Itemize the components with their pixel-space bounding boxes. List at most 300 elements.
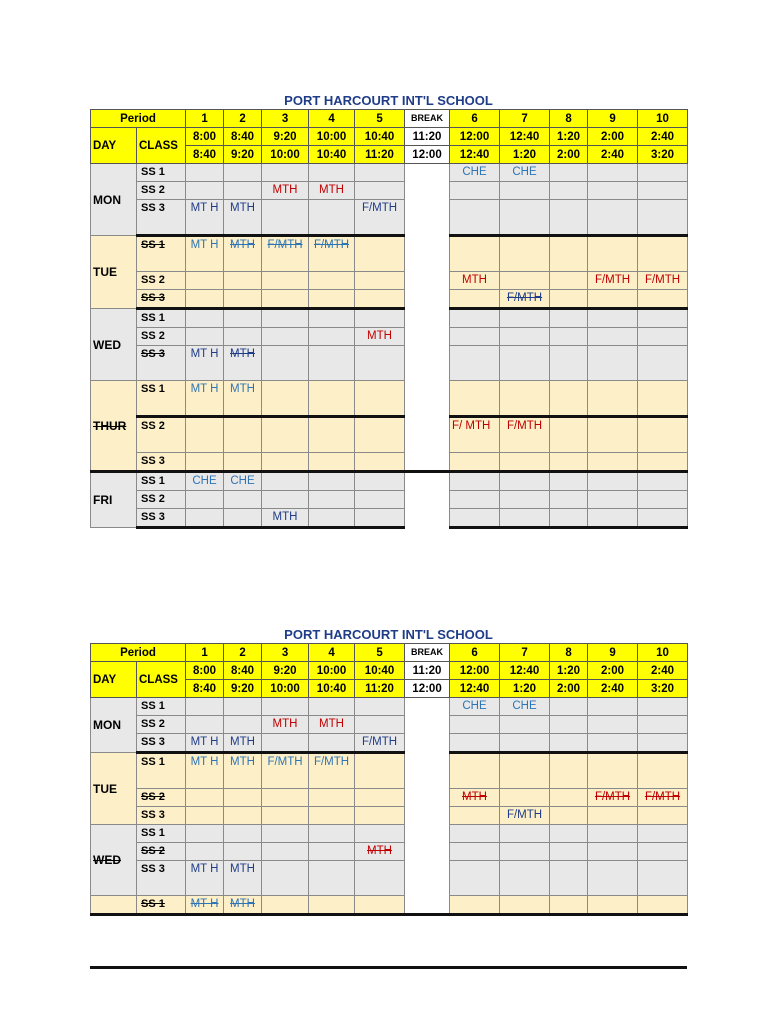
header-row-periods (91, 644, 688, 662)
empty-slot (500, 509, 550, 528)
empty-slot (309, 290, 355, 309)
empty-slot (638, 182, 688, 200)
subject-mth: MTH (450, 272, 500, 290)
subject-fmth: F/MTH (588, 789, 638, 807)
subject-mth: MTH (262, 509, 309, 528)
end-time: 9:20 (224, 680, 262, 698)
start-time: 8:40 (224, 128, 262, 146)
period-number: 10 (638, 644, 688, 662)
empty-slot (588, 491, 638, 509)
subject-fmth: F/MTH (309, 753, 355, 789)
empty-slot (309, 200, 355, 236)
empty-slot (450, 472, 500, 491)
empty-slot (309, 453, 355, 472)
class-ss1: SS 1 (137, 472, 186, 491)
start-time: 2:00 (588, 662, 638, 680)
empty-slot (355, 716, 405, 734)
break-label: BREAK (405, 110, 450, 128)
empty-slot (500, 716, 550, 734)
class-label: CLASS (137, 662, 186, 698)
row-thur-ss1 (91, 896, 688, 915)
day-label: DAY (91, 128, 137, 164)
empty-slot (588, 753, 638, 789)
row-wed-ss3 (91, 346, 688, 381)
row-wed-ss1 (91, 825, 688, 843)
subject-mth: MTH (355, 328, 405, 346)
period-number: 8 (550, 110, 588, 128)
row-fri-ss1 (91, 472, 688, 491)
empty-slot (550, 328, 588, 346)
empty-slot (500, 472, 550, 491)
empty-slot (186, 290, 224, 309)
empty-slot (500, 861, 550, 896)
empty-slot (355, 417, 405, 453)
empty-slot (500, 328, 550, 346)
end-time: 12:40 (450, 680, 500, 698)
period-number: 7 (500, 644, 550, 662)
row-wed-ss2 (91, 328, 688, 346)
empty-slot (550, 164, 588, 182)
empty-slot (309, 861, 355, 896)
subject-mt-h: MT H (186, 861, 224, 896)
empty-slot (186, 328, 224, 346)
period-number: 6 (450, 644, 500, 662)
empty-slot (186, 807, 224, 825)
break-column (405, 698, 450, 753)
timetable-grid (90, 643, 688, 916)
subject-fmth: F/ MTH (450, 417, 500, 453)
row-tue-ss3 (91, 807, 688, 825)
empty-slot (309, 734, 355, 753)
subject-mth: MTH (309, 716, 355, 734)
start-time: 8:00 (186, 662, 224, 680)
day-tue: TUE (91, 236, 137, 309)
empty-slot (262, 200, 309, 236)
empty-slot (262, 861, 309, 896)
row-mon-ss2 (91, 716, 688, 734)
empty-slot (550, 453, 588, 472)
subject-mth: MTH (224, 896, 262, 915)
row-mon-ss3 (91, 200, 688, 236)
break-start: 11:20 (405, 662, 450, 680)
subject-fmth: F/MTH (500, 417, 550, 453)
empty-slot (588, 734, 638, 753)
start-time: 10:40 (355, 662, 405, 680)
end-time: 11:20 (355, 146, 405, 164)
row-tue-ss3 (91, 290, 688, 309)
empty-slot (309, 491, 355, 509)
empty-slot (588, 328, 638, 346)
end-time: 1:20 (500, 146, 550, 164)
empty-slot (638, 843, 688, 861)
break-column (405, 309, 450, 381)
empty-slot (262, 381, 309, 417)
empty-slot (186, 164, 224, 182)
empty-slot (262, 328, 309, 346)
empty-slot (224, 164, 262, 182)
empty-slot (309, 472, 355, 491)
empty-slot (638, 716, 688, 734)
class-ss2: SS 2 (137, 843, 186, 861)
subject-mth: MTH (224, 346, 262, 381)
end-time: 2:40 (588, 146, 638, 164)
start-time: 10:00 (309, 128, 355, 146)
empty-slot (355, 509, 405, 528)
empty-slot (186, 453, 224, 472)
empty-slot (550, 789, 588, 807)
class-ss3: SS 3 (137, 734, 186, 753)
empty-slot (588, 182, 638, 200)
empty-slot (309, 843, 355, 861)
end-time: 9:20 (224, 146, 262, 164)
empty-slot (588, 716, 638, 734)
empty-slot (500, 453, 550, 472)
class-ss2: SS 2 (137, 272, 186, 290)
empty-slot (550, 309, 588, 328)
header-row-periods (91, 110, 688, 128)
break-end: 12:00 (405, 680, 450, 698)
end-time: 8:40 (186, 680, 224, 698)
empty-slot (500, 789, 550, 807)
school-title: PORT HARCOURT INT'L SCHOOL (284, 93, 493, 108)
empty-slot (500, 896, 550, 915)
empty-slot (355, 861, 405, 896)
class-ss1: SS 1 (137, 896, 186, 915)
empty-slot (355, 164, 405, 182)
start-time: 9:20 (262, 128, 309, 146)
empty-slot (638, 417, 688, 453)
empty-slot (638, 381, 688, 417)
subject-mth: MTH (224, 734, 262, 753)
empty-slot (186, 716, 224, 734)
empty-slot (550, 698, 588, 716)
empty-slot (450, 509, 500, 528)
empty-slot (638, 861, 688, 896)
empty-slot (500, 734, 550, 753)
period-number: 4 (309, 644, 355, 662)
class-ss1: SS 1 (137, 164, 186, 182)
class-ss1: SS 1 (137, 236, 186, 272)
class-ss3: SS 3 (137, 807, 186, 825)
empty-slot (588, 896, 638, 915)
empty-slot (450, 753, 500, 789)
empty-slot (638, 734, 688, 753)
day-thur: THUR (91, 381, 137, 472)
end-time: 12:40 (450, 146, 500, 164)
empty-slot (500, 182, 550, 200)
start-time: 1:20 (550, 128, 588, 146)
break-column (405, 164, 450, 236)
subject-mt-h: MT H (186, 346, 224, 381)
empty-slot (638, 290, 688, 309)
class-ss3: SS 3 (137, 509, 186, 528)
class-ss1: SS 1 (137, 381, 186, 417)
row-tue-ss1 (91, 753, 688, 789)
empty-slot (355, 807, 405, 825)
empty-slot (224, 309, 262, 328)
empty-slot (638, 491, 688, 509)
empty-slot (450, 328, 500, 346)
class-ss2: SS 2 (137, 491, 186, 509)
empty-slot (262, 896, 309, 915)
empty-slot (450, 734, 500, 753)
empty-slot (450, 200, 500, 236)
period-number: 6 (450, 110, 500, 128)
break-column (405, 753, 450, 825)
empty-slot (500, 236, 550, 272)
empty-slot (309, 164, 355, 182)
empty-slot (588, 346, 638, 381)
day-tue: TUE (91, 753, 137, 825)
empty-slot (550, 734, 588, 753)
class-ss2: SS 2 (137, 789, 186, 807)
empty-slot (262, 272, 309, 290)
empty-slot (224, 290, 262, 309)
class-ss2: SS 2 (137, 328, 186, 346)
empty-slot (186, 272, 224, 290)
empty-slot (309, 807, 355, 825)
empty-slot (355, 309, 405, 328)
empty-slot (638, 236, 688, 272)
class-ss1: SS 1 (137, 753, 186, 789)
empty-slot (450, 491, 500, 509)
break-column (405, 896, 450, 915)
end-time: 11:20 (355, 680, 405, 698)
day-fri: FRI (91, 472, 137, 528)
empty-slot (638, 309, 688, 328)
empty-slot (186, 789, 224, 807)
school-title: PORT HARCOURT INT'L SCHOOL (284, 627, 493, 642)
empty-slot (450, 453, 500, 472)
empty-slot (262, 843, 309, 861)
class-ss2: SS 2 (137, 716, 186, 734)
empty-slot (355, 236, 405, 272)
subject-mth: MTH (309, 182, 355, 200)
row-tue-ss2 (91, 789, 688, 807)
period-number: 3 (262, 110, 309, 128)
period-number: 8 (550, 644, 588, 662)
empty-slot (500, 346, 550, 381)
empty-slot (224, 328, 262, 346)
empty-slot (588, 309, 638, 328)
subject-che: CHE (186, 472, 224, 491)
period-number: 4 (309, 110, 355, 128)
class-ss3: SS 3 (137, 290, 186, 309)
empty-slot (588, 164, 638, 182)
empty-slot (186, 509, 224, 528)
row-wed-ss3 (91, 861, 688, 896)
start-time: 2:40 (638, 128, 688, 146)
break-end: 12:00 (405, 146, 450, 164)
empty-slot (355, 453, 405, 472)
empty-slot (588, 825, 638, 843)
subject-mt-h: MT H (186, 753, 224, 789)
empty-slot (224, 825, 262, 843)
row-mon-ss3 (91, 734, 688, 753)
break-column (405, 472, 450, 528)
empty-slot (355, 290, 405, 309)
period-number: 7 (500, 110, 550, 128)
empty-slot (550, 417, 588, 453)
subject-che: CHE (450, 698, 500, 716)
empty-slot (550, 236, 588, 272)
empty-slot (588, 381, 638, 417)
subject-fmth: F/MTH (262, 753, 309, 789)
empty-slot (262, 491, 309, 509)
empty-slot (500, 272, 550, 290)
empty-slot (588, 472, 638, 491)
period-number: 1 (186, 644, 224, 662)
empty-slot (186, 825, 224, 843)
start-time: 8:00 (186, 128, 224, 146)
empty-slot (309, 509, 355, 528)
empty-slot (550, 472, 588, 491)
empty-slot (450, 896, 500, 915)
day-thur-cell (91, 896, 137, 915)
empty-slot (450, 309, 500, 328)
empty-slot (186, 698, 224, 716)
empty-slot (309, 272, 355, 290)
end-time: 10:00 (262, 146, 309, 164)
empty-slot (262, 453, 309, 472)
subject-mt-h: MT H (186, 734, 224, 753)
empty-slot (638, 825, 688, 843)
empty-slot (355, 381, 405, 417)
empty-slot (224, 182, 262, 200)
period-number: 9 (588, 110, 638, 128)
subject-fmth: F/MTH (638, 789, 688, 807)
empty-slot (262, 290, 309, 309)
empty-slot (262, 734, 309, 753)
break-column (405, 236, 450, 309)
start-time: 2:00 (588, 128, 638, 146)
class-ss2: SS 2 (137, 182, 186, 200)
break-column (405, 825, 450, 896)
subject-mth: MTH (262, 182, 309, 200)
subject-mth: MTH (262, 716, 309, 734)
subject-che: CHE (450, 164, 500, 182)
row-tue-ss2 (91, 272, 688, 290)
break-column (405, 381, 450, 472)
end-time: 1:20 (500, 680, 550, 698)
period-label: Period (91, 644, 186, 662)
empty-slot (262, 309, 309, 328)
empty-slot (588, 417, 638, 453)
subject-mth: MTH (224, 236, 262, 272)
empty-slot (550, 290, 588, 309)
subject-che: CHE (224, 472, 262, 491)
subject-mt-h: MT H (186, 896, 224, 915)
row-fri-ss2 (91, 491, 688, 509)
empty-slot (450, 290, 500, 309)
footer-divider (90, 966, 687, 969)
class-ss3: SS 3 (137, 453, 186, 472)
empty-slot (224, 843, 262, 861)
class-ss3: SS 3 (137, 861, 186, 896)
row-wed-ss1 (91, 309, 688, 328)
end-time: 8:40 (186, 146, 224, 164)
subject-mth: MTH (224, 381, 262, 417)
subject-che: CHE (500, 698, 550, 716)
empty-slot (355, 182, 405, 200)
subject-fmth: F/MTH (262, 236, 309, 272)
empty-slot (450, 843, 500, 861)
day-mon: MON (91, 164, 137, 236)
empty-slot (309, 825, 355, 843)
class-ss1: SS 1 (137, 309, 186, 328)
period-number: 2 (224, 110, 262, 128)
empty-slot (638, 200, 688, 236)
empty-slot (500, 309, 550, 328)
empty-slot (224, 509, 262, 528)
empty-slot (262, 789, 309, 807)
break-label: BREAK (405, 644, 450, 662)
row-thur-ss3 (91, 453, 688, 472)
empty-slot (309, 309, 355, 328)
empty-slot (355, 272, 405, 290)
period-number: 2 (224, 644, 262, 662)
subject-fmth: F/MTH (309, 236, 355, 272)
empty-slot (550, 843, 588, 861)
timetable-1 (90, 93, 687, 529)
row-tue-ss1 (91, 236, 688, 272)
empty-slot (450, 861, 500, 896)
start-time: 12:40 (500, 128, 550, 146)
subject-mth: MTH (450, 789, 500, 807)
empty-slot (550, 716, 588, 734)
empty-slot (309, 346, 355, 381)
empty-slot (224, 789, 262, 807)
class-ss1: SS 1 (137, 698, 186, 716)
empty-slot (638, 328, 688, 346)
empty-slot (588, 453, 638, 472)
empty-slot (588, 807, 638, 825)
empty-slot (224, 272, 262, 290)
end-time: 10:40 (309, 146, 355, 164)
break-start: 11:20 (405, 128, 450, 146)
row-thur-ss1 (91, 381, 688, 417)
subject-che: CHE (500, 164, 550, 182)
empty-slot (262, 346, 309, 381)
end-time: 2:00 (550, 680, 588, 698)
empty-slot (262, 825, 309, 843)
subject-fmth: F/MTH (500, 807, 550, 825)
period-number: 1 (186, 110, 224, 128)
empty-slot (638, 807, 688, 825)
end-time: 2:40 (588, 680, 638, 698)
start-time: 8:40 (224, 662, 262, 680)
subject-mt-h: MT H (186, 381, 224, 417)
empty-slot (550, 509, 588, 528)
empty-slot (450, 236, 500, 272)
subject-mth: MTH (224, 753, 262, 789)
empty-slot (262, 472, 309, 491)
empty-slot (186, 182, 224, 200)
row-mon-ss1 (91, 164, 688, 182)
empty-slot (588, 843, 638, 861)
class-ss2: SS 2 (137, 417, 186, 453)
start-time: 9:20 (262, 662, 309, 680)
period-label: Period (91, 110, 186, 128)
subject-mt-h: MT H (186, 200, 224, 236)
empty-slot (355, 698, 405, 716)
start-time: 10:00 (309, 662, 355, 680)
empty-slot (309, 698, 355, 716)
day-label: DAY (91, 662, 137, 698)
empty-slot (309, 789, 355, 807)
end-time: 3:20 (638, 146, 688, 164)
subject-mth: MTH (224, 861, 262, 896)
